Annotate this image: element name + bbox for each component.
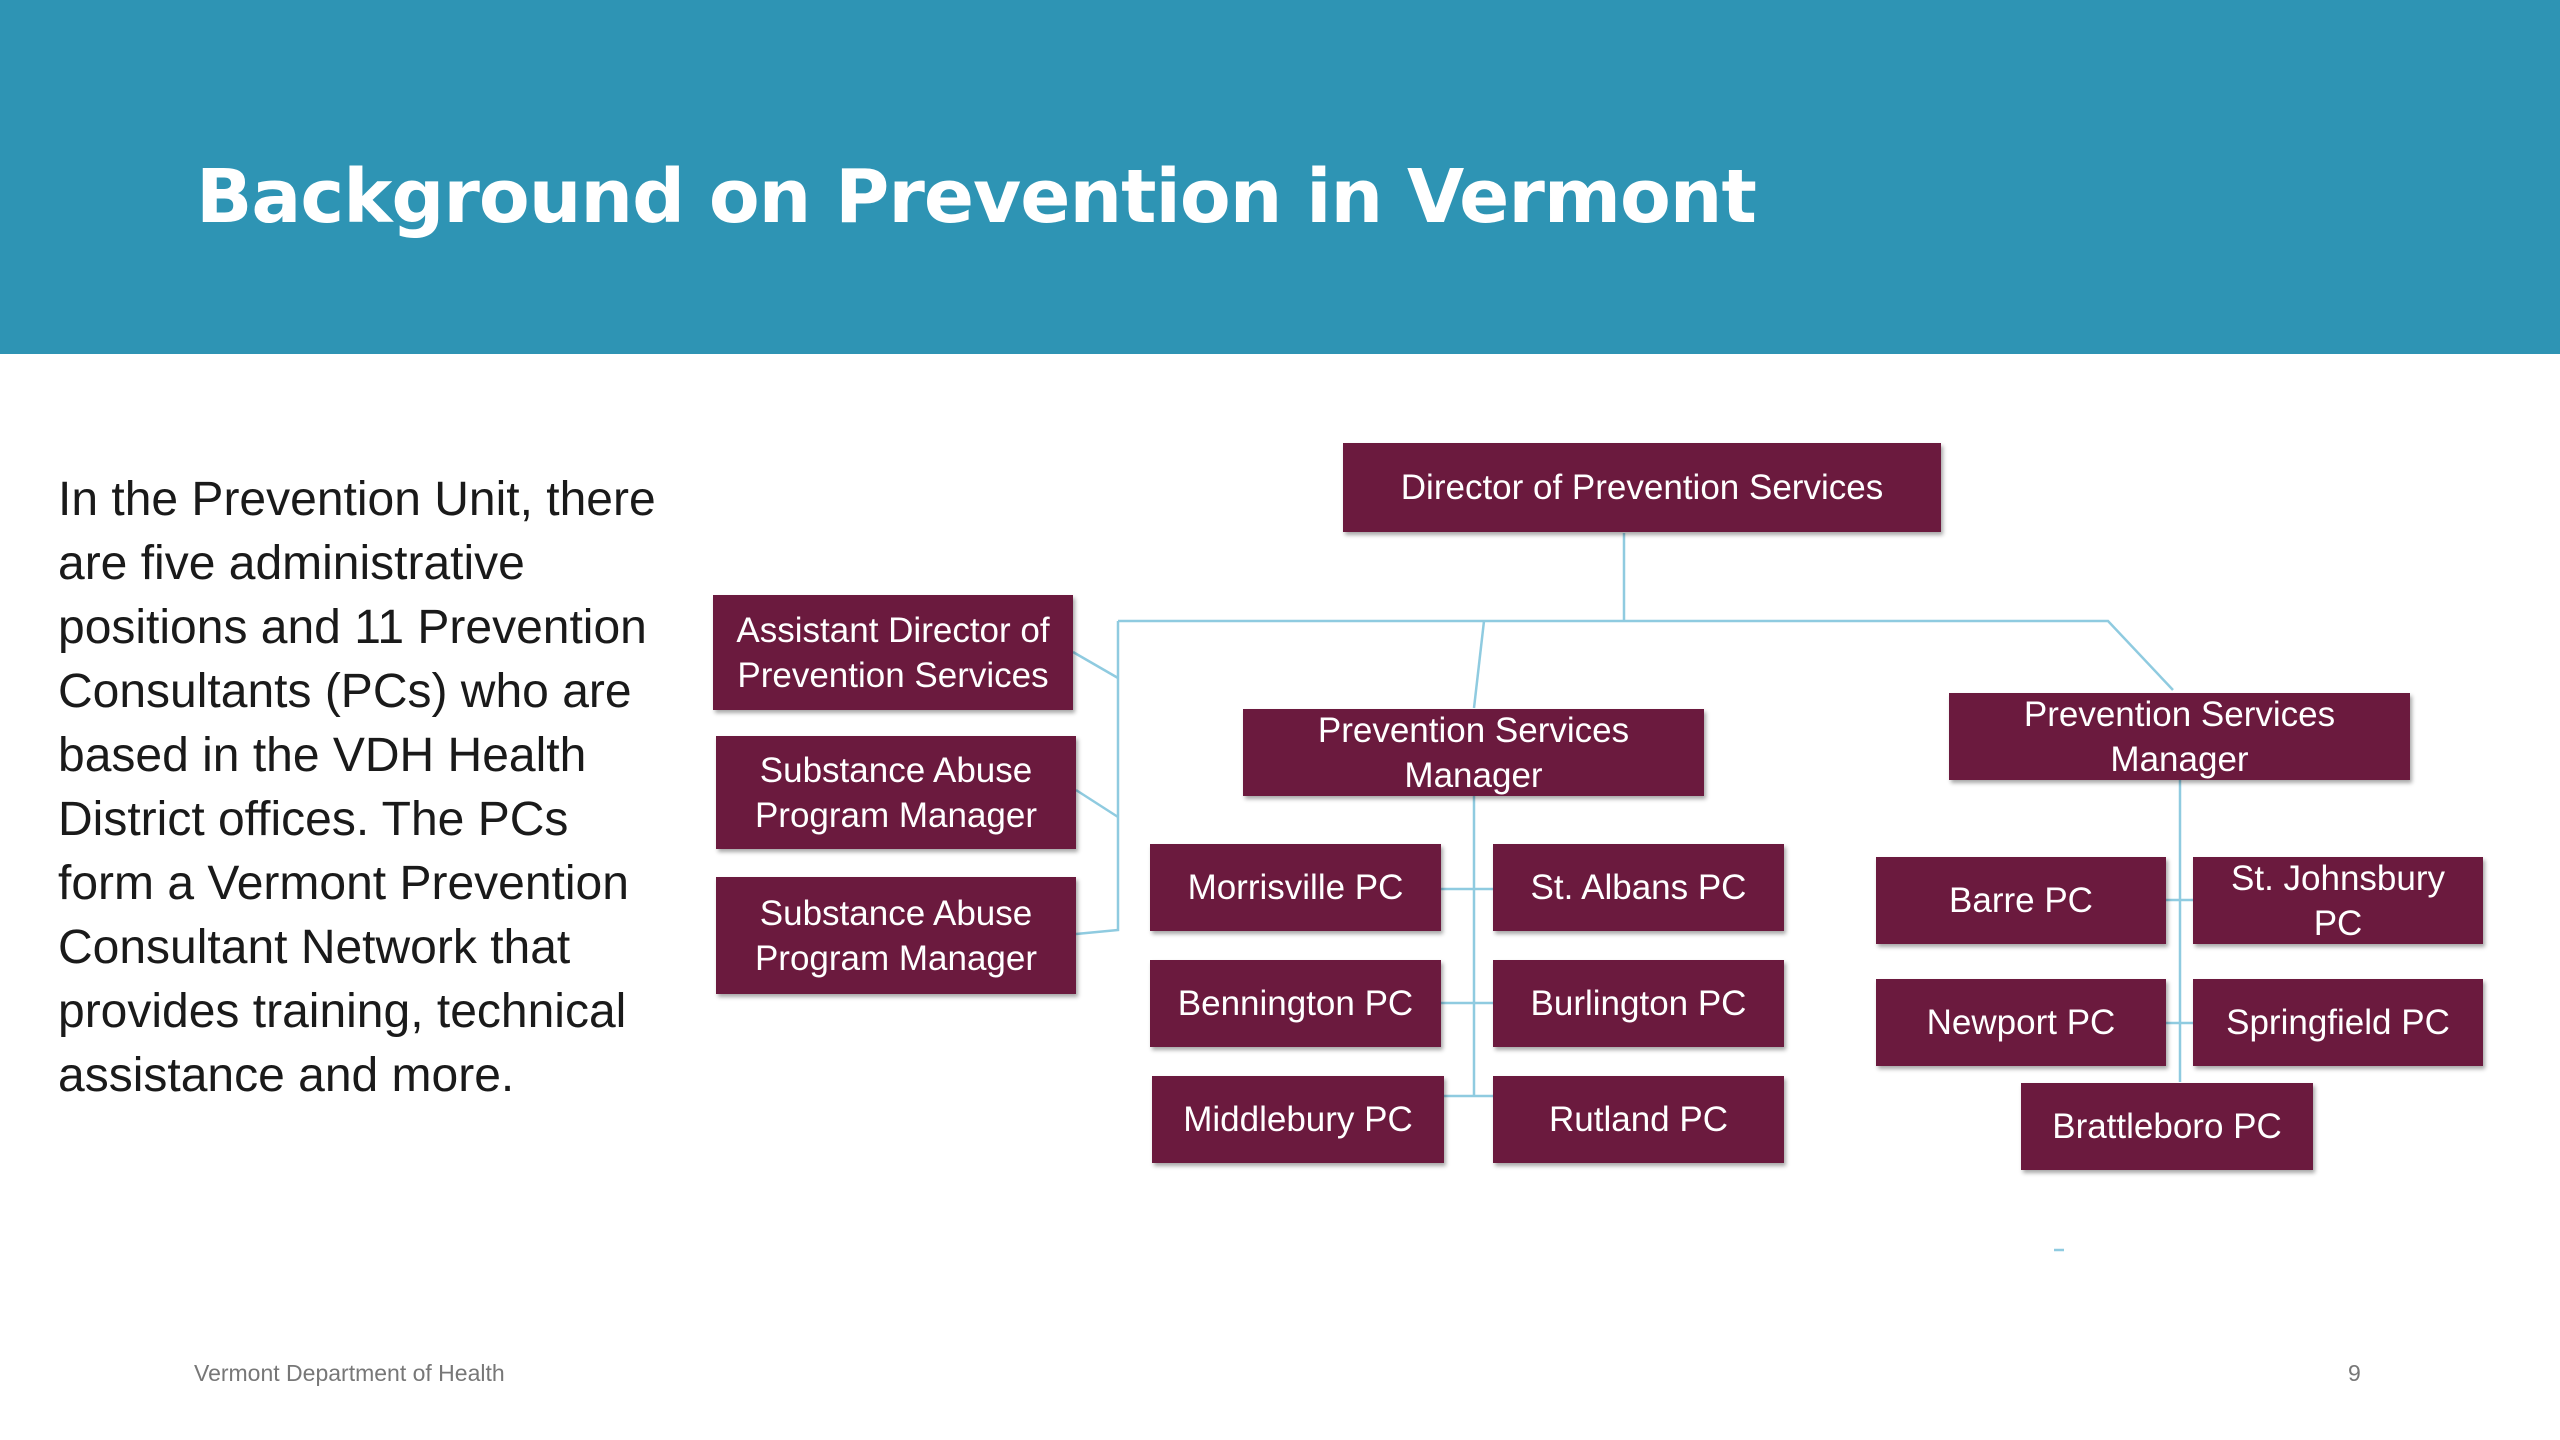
org-box-springfield-pc: Springfield PC <box>2193 979 2483 1066</box>
body-text: In the Prevention Unit, there are five administrative positions and 11 Prevention Consultants (PCs) who are based in the VDH Health District offices. The PCs form a Vermont Prevention Consultant Network that provides training, technical assistance and more. <box>58 473 656 1102</box>
connector-to-manager-1 <box>1474 621 1484 708</box>
org-box-substance-abuse-manager-2: Substance Abuse Program Manager <box>716 877 1076 994</box>
org-box-services-manager-1: Prevention Services Manager <box>1243 709 1704 796</box>
org-box-middlebury-pc: Middlebury PC <box>1152 1076 1444 1163</box>
connector-substance-manager-1 <box>1076 790 1118 817</box>
org-box-assistant-director: Assistant Director of Prevention Services <box>713 595 1073 710</box>
org-box-barre-pc: Barre PC <box>1876 857 2166 944</box>
org-box-brattleboro-pc: Brattleboro PC <box>2021 1083 2313 1170</box>
org-box-director: Director of Prevention Services <box>1343 443 1941 532</box>
connector-staff-branch <box>1076 621 1118 934</box>
org-box-substance-abuse-manager-1: Substance Abuse Program Manager <box>716 736 1076 849</box>
org-box-rutland-pc: Rutland PC <box>1493 1076 1784 1163</box>
org-box-newport-pc: Newport PC <box>1876 979 2166 1066</box>
footer-organization: Vermont Department of Health <box>194 1360 505 1386</box>
org-box-st-albans-pc: St. Albans PC <box>1493 844 1784 931</box>
connector-assistant-director <box>1073 652 1118 678</box>
page-number: 9 <box>2348 1360 2361 1386</box>
slide-title: Background on Prevention in Vermont <box>196 154 1756 240</box>
org-box-morrisville-pc: Morrisville PC <box>1150 844 1441 931</box>
org-box-st-johnsbury-pc: St. Johnsbury PC <box>2193 857 2483 944</box>
connector-main-horizontal <box>1118 621 2173 690</box>
org-box-services-manager-2: Prevention Services Manager <box>1949 693 2410 780</box>
org-box-bennington-pc: Bennington PC <box>1150 960 1441 1047</box>
org-box-burlington-pc: Burlington PC <box>1493 960 1784 1047</box>
